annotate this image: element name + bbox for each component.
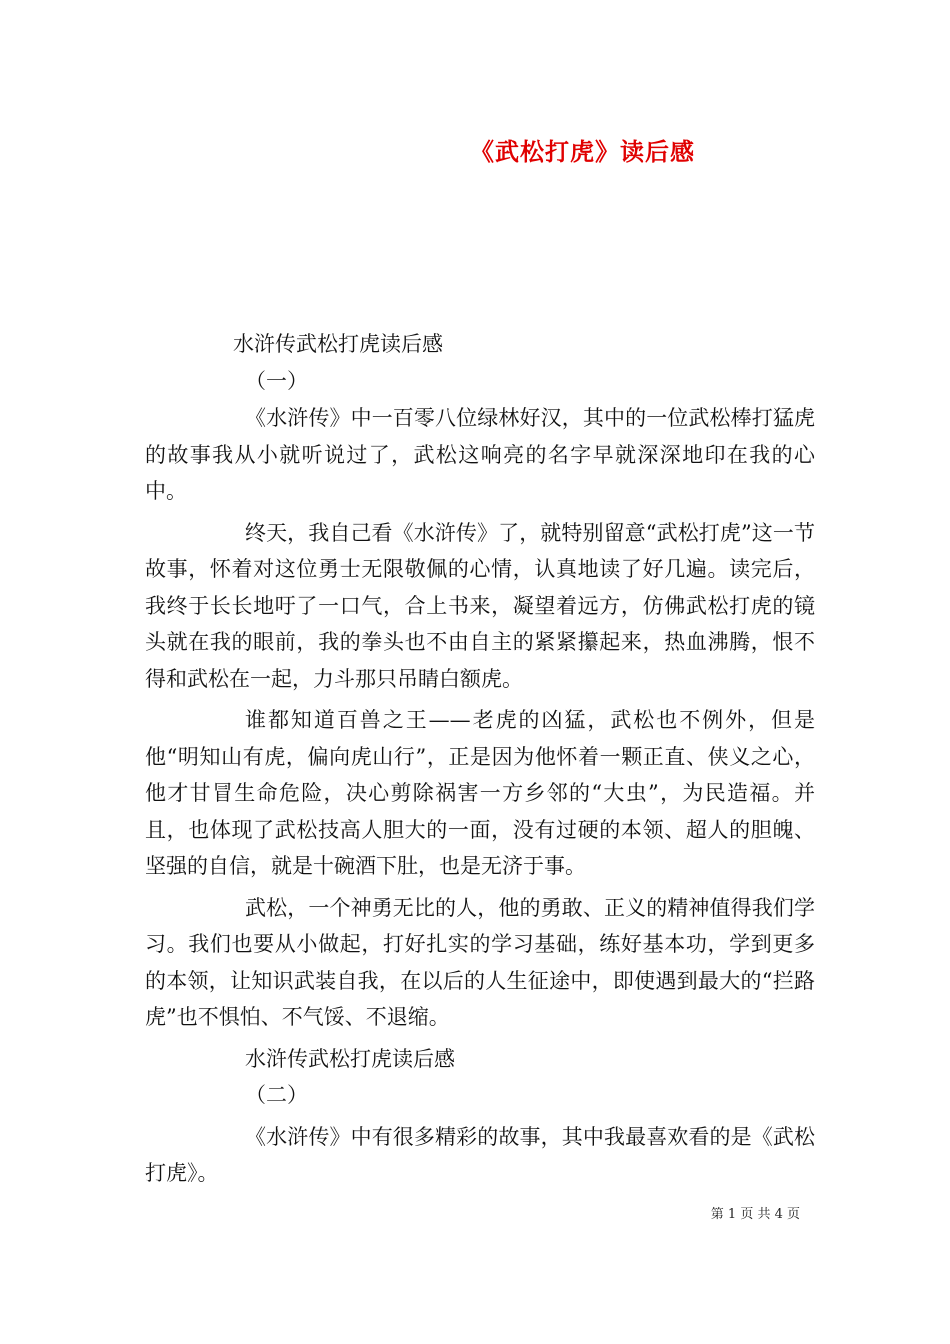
paragraph: 终天，我自己看《水浒传》了，就特别留意“武松打虎”这一节故事，怀着对这位勇士无限敬佩的心情，认真地读了好几遍。读完后，我终于长长地吁了一口气，合上书来，凝望着远方，仿佛武松打虎的镜头就在我的眼前，我的拳头也不由自主的紧紧攥起来，热血沸腾，恨不得和武松在一起，力斗那只吊睛白额虎。 — [145, 520, 815, 691]
section-subheading-2: （二） — [245, 1083, 308, 1107]
page-footer: 第 1 页 共 4 页 — [710, 1207, 800, 1222]
document-title: 《武松打虎》读后感 — [470, 137, 695, 166]
document-body — [145, 326, 815, 1197]
section-subheading-1: （一） — [245, 368, 308, 393]
paragraph: 谁都知道百兽之王——老虎的凶猛，武松也不例外，但是他“明知山有虎，偏向虎山行”，正是因为他怀着一颗正直、侠义之心，他才甘冒生命危险，决心剪除祸害一方乡邻的“大虫”，为民造福。并且，也体现了武松技高人胆大的一面，没有过硬的本领、超人的胆魄、坚强的自信，就是十碗酒下肚，也是无济于事。 — [145, 708, 815, 878]
paragraph: 《水浒传》中有很多精彩的故事，其中我最喜欢看的是《武松打虎》。 — [145, 1124, 815, 1185]
paragraph: 武松，一个神勇无比的人，他的勇敢、正义的精神值得我们学习。我们也要从小做起，打好扎实的学习基础，练好基本功，学到更多的本领，让知识武装自我，在以后的人生征途中，即使遇到最大的“拦路虎”也不惧怕、不气馁、不退缩。 — [145, 895, 815, 1029]
section-heading-1: 水浒传武松打虎读后感 — [233, 332, 443, 356]
paragraph: 《水浒传》中一百零八位绿林好汉，其中的一位武松棒打猛虎的故事我从小就听说过了，武松这响亮的名字早就深深地印在我的心中。 — [145, 406, 815, 503]
section-heading-2: 水浒传武松打虎读后感 — [245, 1046, 455, 1071]
